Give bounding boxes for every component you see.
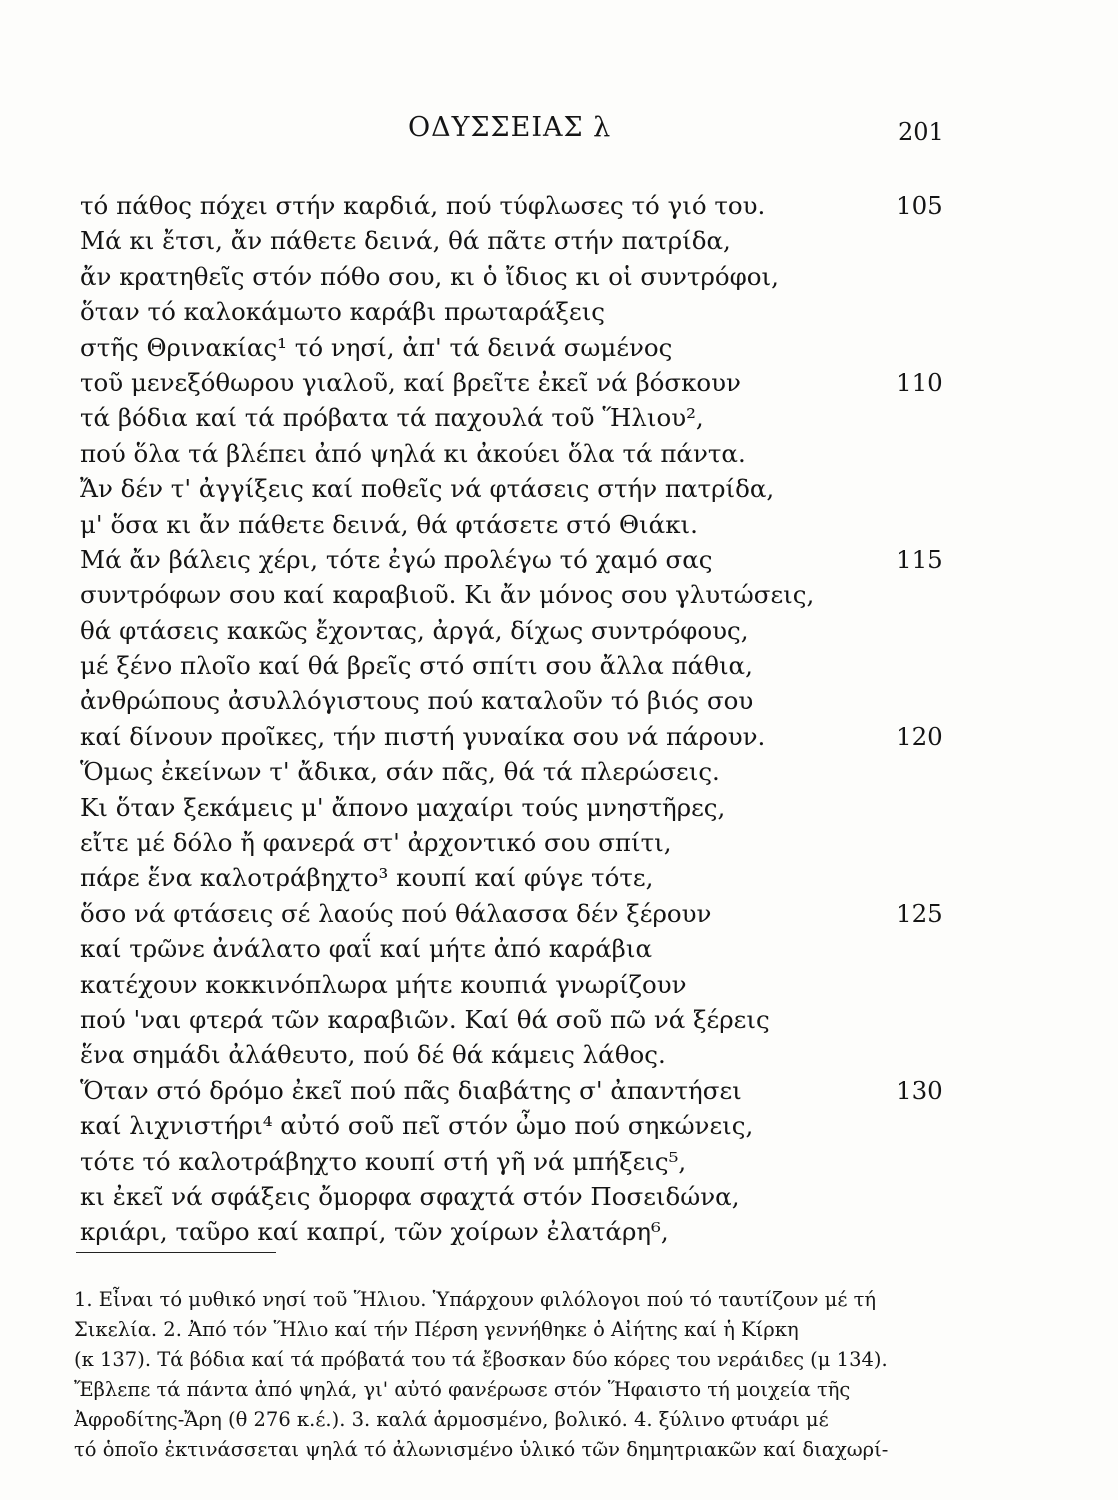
- verse-text: τό πάθος πόχει στήν καρδιά, πού τύφλωσες τό γιό του.: [80, 191, 766, 220]
- verse-text: καί τρῶνε ἀνάλατο φαΐ καί μήτε ἀπό καράβια: [80, 934, 652, 964]
- footnotes: [74, 1285, 936, 1465]
- line-number: 130: [896, 1075, 943, 1105]
- verse-text: Ἄν δέν τ' ἀγγίξεις καί ποθεῖς νά φτάσεις στήν πατρίδα,: [80, 474, 775, 504]
- verse-line: [80, 613, 960, 648]
- verse-line: [80, 365, 960, 400]
- verse-text: Μά κι ἔτσι, ἄν πάθετε δεινά, θά πᾶτε στήν πατρίδα,: [80, 226, 731, 256]
- verse-line: [80, 825, 960, 860]
- verse-text: Μά ἄν βάλεις χέρι, τότε ἐγώ προλέγω τό χαμό σας: [80, 544, 713, 574]
- verse-text: κι ἐκεῖ νά σφάξεις ὄμορφα σφαχτά στόν Ποσειδώνα,: [80, 1181, 740, 1211]
- verse-line: [80, 1073, 960, 1108]
- footnote-line: Ἔβλεπε τά πάντα ἀπό ψηλά, γι' αὐτό φανέρωσε στόν Ἥφαιστο τή μοιχεία τῆς: [74, 1378, 851, 1401]
- verse-text: ἄν κρατηθεῖς στόν πόθο σου, κι ὁ ἴδιος κι οἱ συντρόφοι,: [80, 261, 779, 291]
- verse-line: [80, 223, 960, 258]
- footnote-line: 1. Εἶναι τό μυθικό νησί τοῦ Ἥλιου. Ὑπάρχουν φιλόλογοι πού τό ταυτίζουν μέ τή: [74, 1288, 877, 1311]
- verse-text: ὅσο νά φτάσεις σέ λαούς πού θάλασσα δέν ξέρουν: [80, 898, 712, 928]
- verse-text: ἀνθρώπους ἀσυλλόγιστους πού καταλοῦν τό βιός σου: [80, 686, 754, 716]
- verse-line: [80, 1179, 960, 1214]
- verse-line: [80, 577, 960, 612]
- verse-text: κριάρι, ταῦρο καί καπρί, τῶν χοίρων ἐλατάρη⁶,: [80, 1217, 669, 1247]
- footnote-line: τό ὁποῖο ἐκτινάσσεται ψηλά τό ἀλωνισμένο ὑλικό τῶν δημητριακῶν καί διαχωρί-: [74, 1438, 889, 1461]
- footnote-line: (κ 137). Τά βόδια καί τά πρόβατά του τά ἔβοσκαν δύο κόρες του νεράιδες (μ 134).: [74, 1348, 888, 1371]
- verse-text: πού 'ναι φτερά τῶν καραβιῶν. Καί θά σοῦ πῶ νά ξέρεις: [80, 1004, 770, 1034]
- verse-text: κατέχουν κοκκινόπλωρα μήτε κουπιά γνωρίζουν: [80, 969, 687, 999]
- verse-line: [80, 754, 960, 789]
- poem-text: [80, 188, 960, 1250]
- verse-text: ὅταν τό καλοκάμωτο καράβι πρωταράξεις: [80, 297, 606, 327]
- verse-line: [80, 683, 960, 718]
- verse-text: θά φτάσεις κακῶς ἔχοντας, ἀργά, δίχως συντρόφους,: [80, 615, 749, 645]
- verse-text: τοῦ μενεξόθωρου γιαλοῦ, καί βρεῖτε ἐκεῖ νά βόσκουν: [80, 367, 741, 397]
- page-number: 201: [898, 118, 944, 146]
- footnote-divider: [76, 1252, 276, 1253]
- line-number: 125: [896, 898, 943, 928]
- verse-line: [80, 1108, 960, 1143]
- verse-line: [80, 1214, 960, 1249]
- running-header-title: ΟΔΥΣΣΕΙΑΣ λ: [408, 112, 612, 143]
- verse-line: [80, 1037, 960, 1072]
- verse-line: [80, 259, 960, 294]
- line-number: 110: [896, 367, 943, 397]
- verse-text: Ὅμως ἐκείνων τ' ἄδικα, σάν πᾶς, θά τά πλερώσεις.: [80, 757, 720, 787]
- verse-line: [80, 507, 960, 542]
- verse-line: [80, 719, 960, 754]
- verse-text: συντρόφων σου καί καραβιοῦ. Κι ἄν μόνος σου γλυτώσεις,: [80, 580, 815, 610]
- verse-text: καί λιχνιστήρι⁴ αὐτό σοῦ πεῖ στόν ὦμο πού σηκώνεις,: [80, 1111, 754, 1141]
- verse-line: [80, 471, 960, 506]
- footnote-line: Σικελία. 2. Ἀπό τόν Ἥλιο καί τήν Πέρση γεννήθηκε ὁ Αἰήτης καί ἡ Κίρκη: [74, 1318, 799, 1341]
- verse-text: τότε τό καλοτράβηχτο κουπί στή γῆ νά μπήξεις⁵,: [80, 1146, 687, 1176]
- verse-text: στῆς Θρινακίας¹ τό νησί, ἀπ' τά δεινά σωμένος: [80, 332, 673, 362]
- verse-line: [80, 188, 960, 223]
- line-number: 115: [896, 544, 943, 574]
- verse-line: [80, 1144, 960, 1179]
- verse-line: [80, 1002, 960, 1037]
- verse-text: πού ὅλα τά βλέπει ἀπό ψηλά κι ἀκούει ὅλα τά πάντα.: [80, 438, 746, 468]
- verse-text: καί δίνουν προῖκες, τήν πιστή γυναίκα σου νά πάρουν.: [80, 721, 766, 751]
- verse-line: [80, 860, 960, 895]
- verse-line: [80, 400, 960, 435]
- verse-line: [80, 294, 960, 329]
- verse-text: εἴτε μέ δόλο ἤ φανερά στ' ἀρχοντικό σου σπίτι,: [80, 828, 672, 858]
- verse-line: [80, 931, 960, 966]
- verse-text: μ' ὅσα κι ἄν πάθετε δεινά, θά φτάσετε στό Θιάκι.: [80, 509, 698, 539]
- verse-text: Κι ὅταν ξεκάμεις μ' ἄπονο μαχαίρι τούς μνηστῆρες,: [80, 792, 726, 822]
- line-number: 120: [896, 721, 943, 751]
- verse-text: Ὅταν στό δρόμο ἐκεῖ πού πᾶς διαβάτης σ' ἀπαντήσει: [80, 1075, 742, 1105]
- verse-line: [80, 790, 960, 825]
- verse-text: τά βόδια καί τά πρόβατα τά παχουλά τοῦ Ἥλιου²,: [80, 403, 704, 433]
- verse-text: ἕνα σημάδι ἀλάθευτο, πού δέ θά κάμεις λάθος.: [80, 1040, 666, 1070]
- verse-line: [80, 967, 960, 1002]
- verse-line: [80, 648, 960, 683]
- verse-line: [80, 542, 960, 577]
- verse-line: [80, 896, 960, 931]
- verse-line: [80, 436, 960, 471]
- verse-line: [80, 330, 960, 365]
- line-number: 105: [896, 191, 943, 220]
- verse-text: πάρε ἕνα καλοτράβηχτο³ κουπί καί φύγε τότε,: [80, 863, 654, 893]
- footnote-line: Ἀφροδίτης-Ἄρη (θ 276 κ.έ.). 3. καλά ἁρμοσμένο, βολικό. 4. ξύλινο φτυάρι μέ: [74, 1408, 829, 1431]
- verse-text: μέ ξένο πλοῖο καί θά βρεῖς στό σπίτι σου ἄλλα πάθια,: [80, 651, 753, 681]
